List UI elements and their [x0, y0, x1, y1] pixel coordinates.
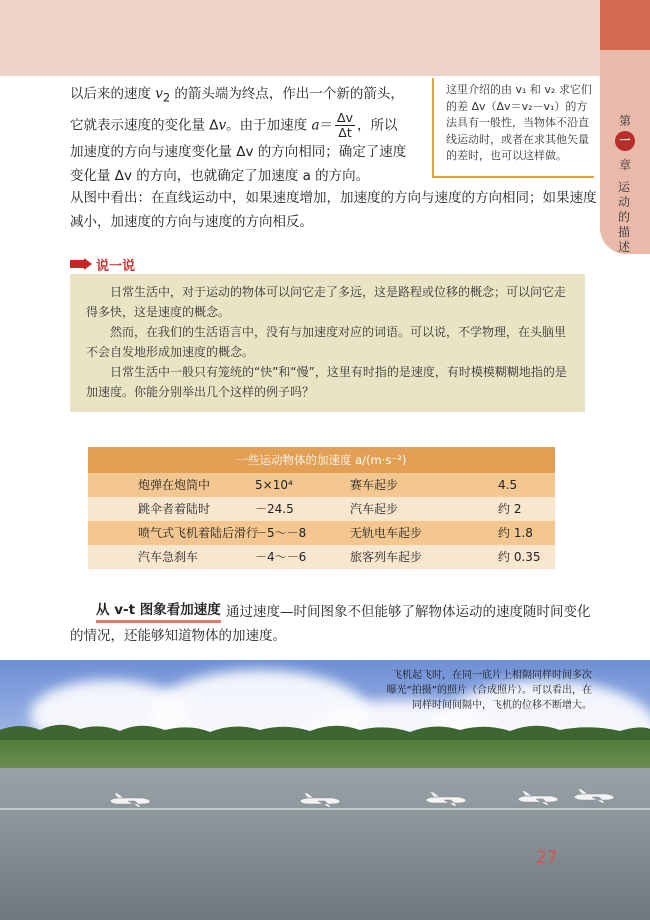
p1-text-d: ，所以加速度的方向与速度变化量 Δv 的方向相同；确定了速度变化量 Δv 的方向，也就确定了加速度 a 的方向。 [70, 117, 407, 184]
paragraph-direction: 从图中看出：在直线运动中，如果速度增加，加速度的方向与速度的方向相同；如果速度减小，加速度的方向与速度的方向相反。 [70, 190, 597, 230]
table-cell-object: 炮弹在炮筒中 [138, 478, 211, 492]
chapter-title: 运动的描述 [618, 180, 631, 254]
discussion-paragraph: 然而，在我们的生活语言中，没有与加速度对应的词语。可以说，不学物理，在头脑里不会自发地形成加速度的概念。 [86, 325, 567, 359]
discussion-box [70, 274, 585, 412]
airplane-icon [516, 790, 560, 806]
table-row [88, 545, 555, 569]
runway-marking [0, 808, 650, 810]
table-row [88, 473, 555, 497]
table-cell-value: －24.5 [255, 502, 294, 516]
acceleration-fraction [335, 111, 355, 140]
acceleration-table [88, 447, 555, 569]
discussion-paragraph: 日常生活中一般只有笼统的“快”和“慢”，这里有时指的是速度，有时模模糊糊地指的是加速度。你能分别举出几个这样的例子吗？ [86, 365, 567, 399]
airplane-icon [298, 792, 342, 808]
table-cell-value: －4～－6 [255, 550, 307, 564]
chapter-prefix: 第 [618, 114, 631, 128]
table-cell-object: 汽车急刹车 [138, 550, 199, 564]
arrow-icon [70, 258, 92, 270]
p1-text-b: 的箭头端为终点，作出一个新的箭头，它就表示速度的变化量 Δ [70, 86, 404, 134]
grass-strip [0, 740, 650, 768]
table-cell-value: 5×10⁴ [255, 478, 293, 492]
chapter-number-badge: 一 [615, 131, 635, 151]
p1-text-c: 。由于加速度 [226, 117, 312, 134]
table-cell-value: 约 1.8 [498, 526, 533, 540]
airplane-icon [572, 788, 616, 804]
table-cell-object: 赛车起步 [350, 478, 399, 492]
table-cell-value: －5～－8 [255, 526, 307, 540]
fraction-denominator: Δt [338, 124, 352, 140]
p1-symbol-a: a [311, 117, 320, 134]
discussion-title: 说一说 [96, 259, 136, 274]
p1-equals: ＝ [319, 117, 334, 134]
section-heading: 从 v-t 图象看加速度 [96, 600, 221, 623]
airplane-icon [424, 791, 468, 807]
header-band [0, 0, 600, 76]
section-paragraph: 通过速度—时间图象不但能够了解物体运动的速度随时间变化的情况，还能够知道物体的加速度。 [70, 604, 591, 644]
table-title: 一些运动物体的加速度 a/(m·s⁻²) [88, 447, 555, 473]
fraction-numerator: Δv [337, 109, 353, 125]
side-note: 这里介绍的由 v₁ 和 v₂ 求它们的差 Δv（Δv＝v₂－v₁）的方法具有一般性，当物体不沿直线运动时，或者在求其他矢量的差时，也可以这样做。 [432, 78, 594, 178]
chapter-suffix: 章 [618, 158, 631, 172]
table-cell-object: 跳伞者着陆时 [138, 502, 211, 516]
table-cell-object: 汽车起步 [350, 502, 399, 516]
p1-subscript: 2 [162, 91, 171, 105]
p1-text-a: 以后来的速度 [70, 86, 156, 102]
table-cell-object: 喷气式飞机着陆后滑行 [138, 526, 259, 540]
table-cell-value: 约 2 [498, 502, 522, 516]
tree-line [0, 720, 650, 742]
chapter-tab [600, 0, 650, 254]
photo-caption: 飞机起飞时，在同一底片上相隔同样时间多次曝光“拍摄”的照片（合成照片）。可以看出，在同样时间间隔中，飞机的位移不断增大。 [386, 670, 592, 711]
airplane-icon [108, 792, 152, 808]
p1-symbol-v: v [155, 86, 163, 102]
page-number: 27 [536, 848, 558, 868]
table-row [88, 521, 555, 545]
table-cell-value: 4.5 [498, 478, 518, 492]
table-cell-object: 旅客列车起步 [350, 550, 423, 564]
table-cell-value: 约 0.35 [498, 550, 541, 564]
p1-symbol-dv: v [218, 117, 227, 134]
table-cell-object: 无轨电车起步 [350, 526, 423, 540]
paragraph-velocity-change [70, 82, 410, 188]
table-row [88, 497, 555, 521]
discussion-paragraph: 日常生活中，对于运动的物体可以问它走了多远，这是路程或位移的概念；可以问它走得多快，这是速度的概念。 [86, 285, 567, 319]
